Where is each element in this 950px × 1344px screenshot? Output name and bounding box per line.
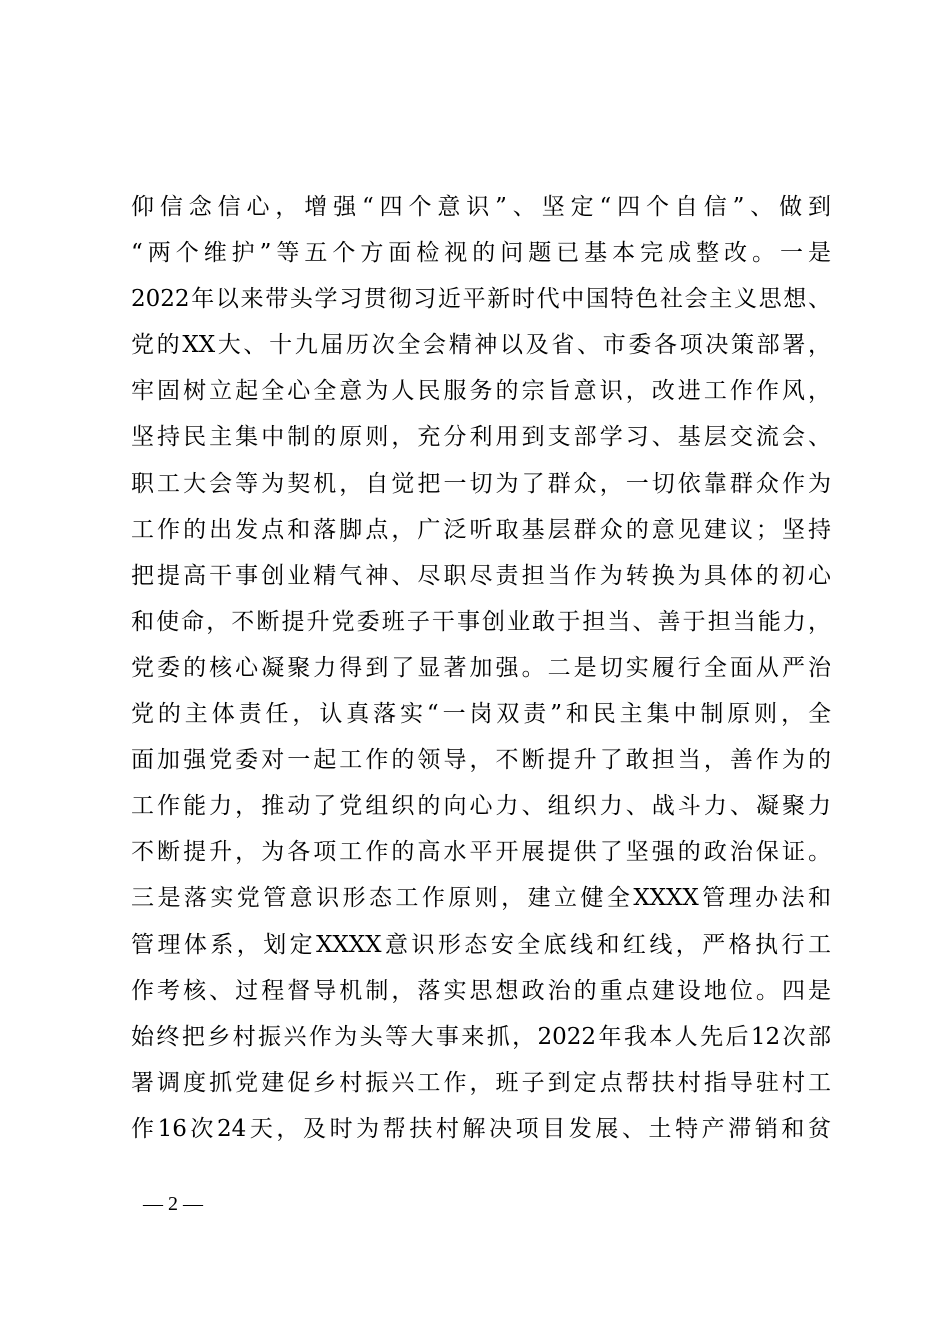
text-line: 始终把乡村振兴作为头等大事来抓，2022年我本人先后12次部 <box>131 1023 831 1050</box>
text-line: 把提高干事创业精气神、尽职尽责担当作为转换为具体的初心 <box>131 562 831 589</box>
text-line: 职工大会等为契机，自觉把一切为了群众，一切依靠群众作为 <box>131 470 831 497</box>
text-line: 坚持民主集中制的原则，充分利用到支部学习、基层交流会、 <box>131 424 831 451</box>
text-line: 工作能力，推动了党组织的向心力、组织力、战斗力、凝聚力 <box>131 793 831 820</box>
text-line: 牢固树立起全心全意为人民服务的宗旨意识，改进工作作风， <box>131 378 831 405</box>
text-line: 和使命，不断提升党委班子干事创业敢于担当、善于担当能力， <box>131 608 831 635</box>
text-line: 管理体系，划定XXXX意识形态安全底线和红线，严格执行工 <box>131 931 831 958</box>
text-line: 党的XX大、十九届历次全会精神以及省、市委各项决策部署， <box>131 332 831 359</box>
text-line: “两个维护”等五个方面检视的问题已基本完成整改。一是 <box>131 240 831 267</box>
body-text <box>131 184 831 1152</box>
text-line: 2022年以来带头学习贯彻习近平新时代中国特色社会主义思想、 <box>131 286 831 313</box>
text-line: 党的主体责任，认真落实“一岗双责”和民主集中制原则，全 <box>131 701 831 728</box>
text-line: 作16次24天，及时为帮扶村解决项目发展、土特产滞销和贫 <box>131 1115 831 1142</box>
text-line: 作考核、过程督导机制，落实思想政治的重点建设地位。四是 <box>131 977 831 1004</box>
text-line: 工作的出发点和落脚点，广泛听取基层群众的意见建议；坚持 <box>131 516 831 543</box>
page-number: — 2 — <box>143 1193 203 1215</box>
text-line: 仰信念信心，增强“四个意识”、坚定“四个自信”、做到 <box>131 194 831 220</box>
text-line: 三是落实党管意识形态工作原则，建立健全XXXX管理办法和 <box>131 885 831 912</box>
text-line: 面加强党委对一起工作的领导，不断提升了敢担当，善作为的 <box>131 747 831 774</box>
text-line: 不断提升，为各项工作的高水平开展提供了坚强的政治保证。 <box>131 839 831 866</box>
text-line: 署调度抓党建促乡村振兴工作，班子到定点帮扶村指导驻村工 <box>131 1069 831 1096</box>
text-line: 党委的核心凝聚力得到了显著加强。二是切实履行全面从严治 <box>131 654 831 681</box>
